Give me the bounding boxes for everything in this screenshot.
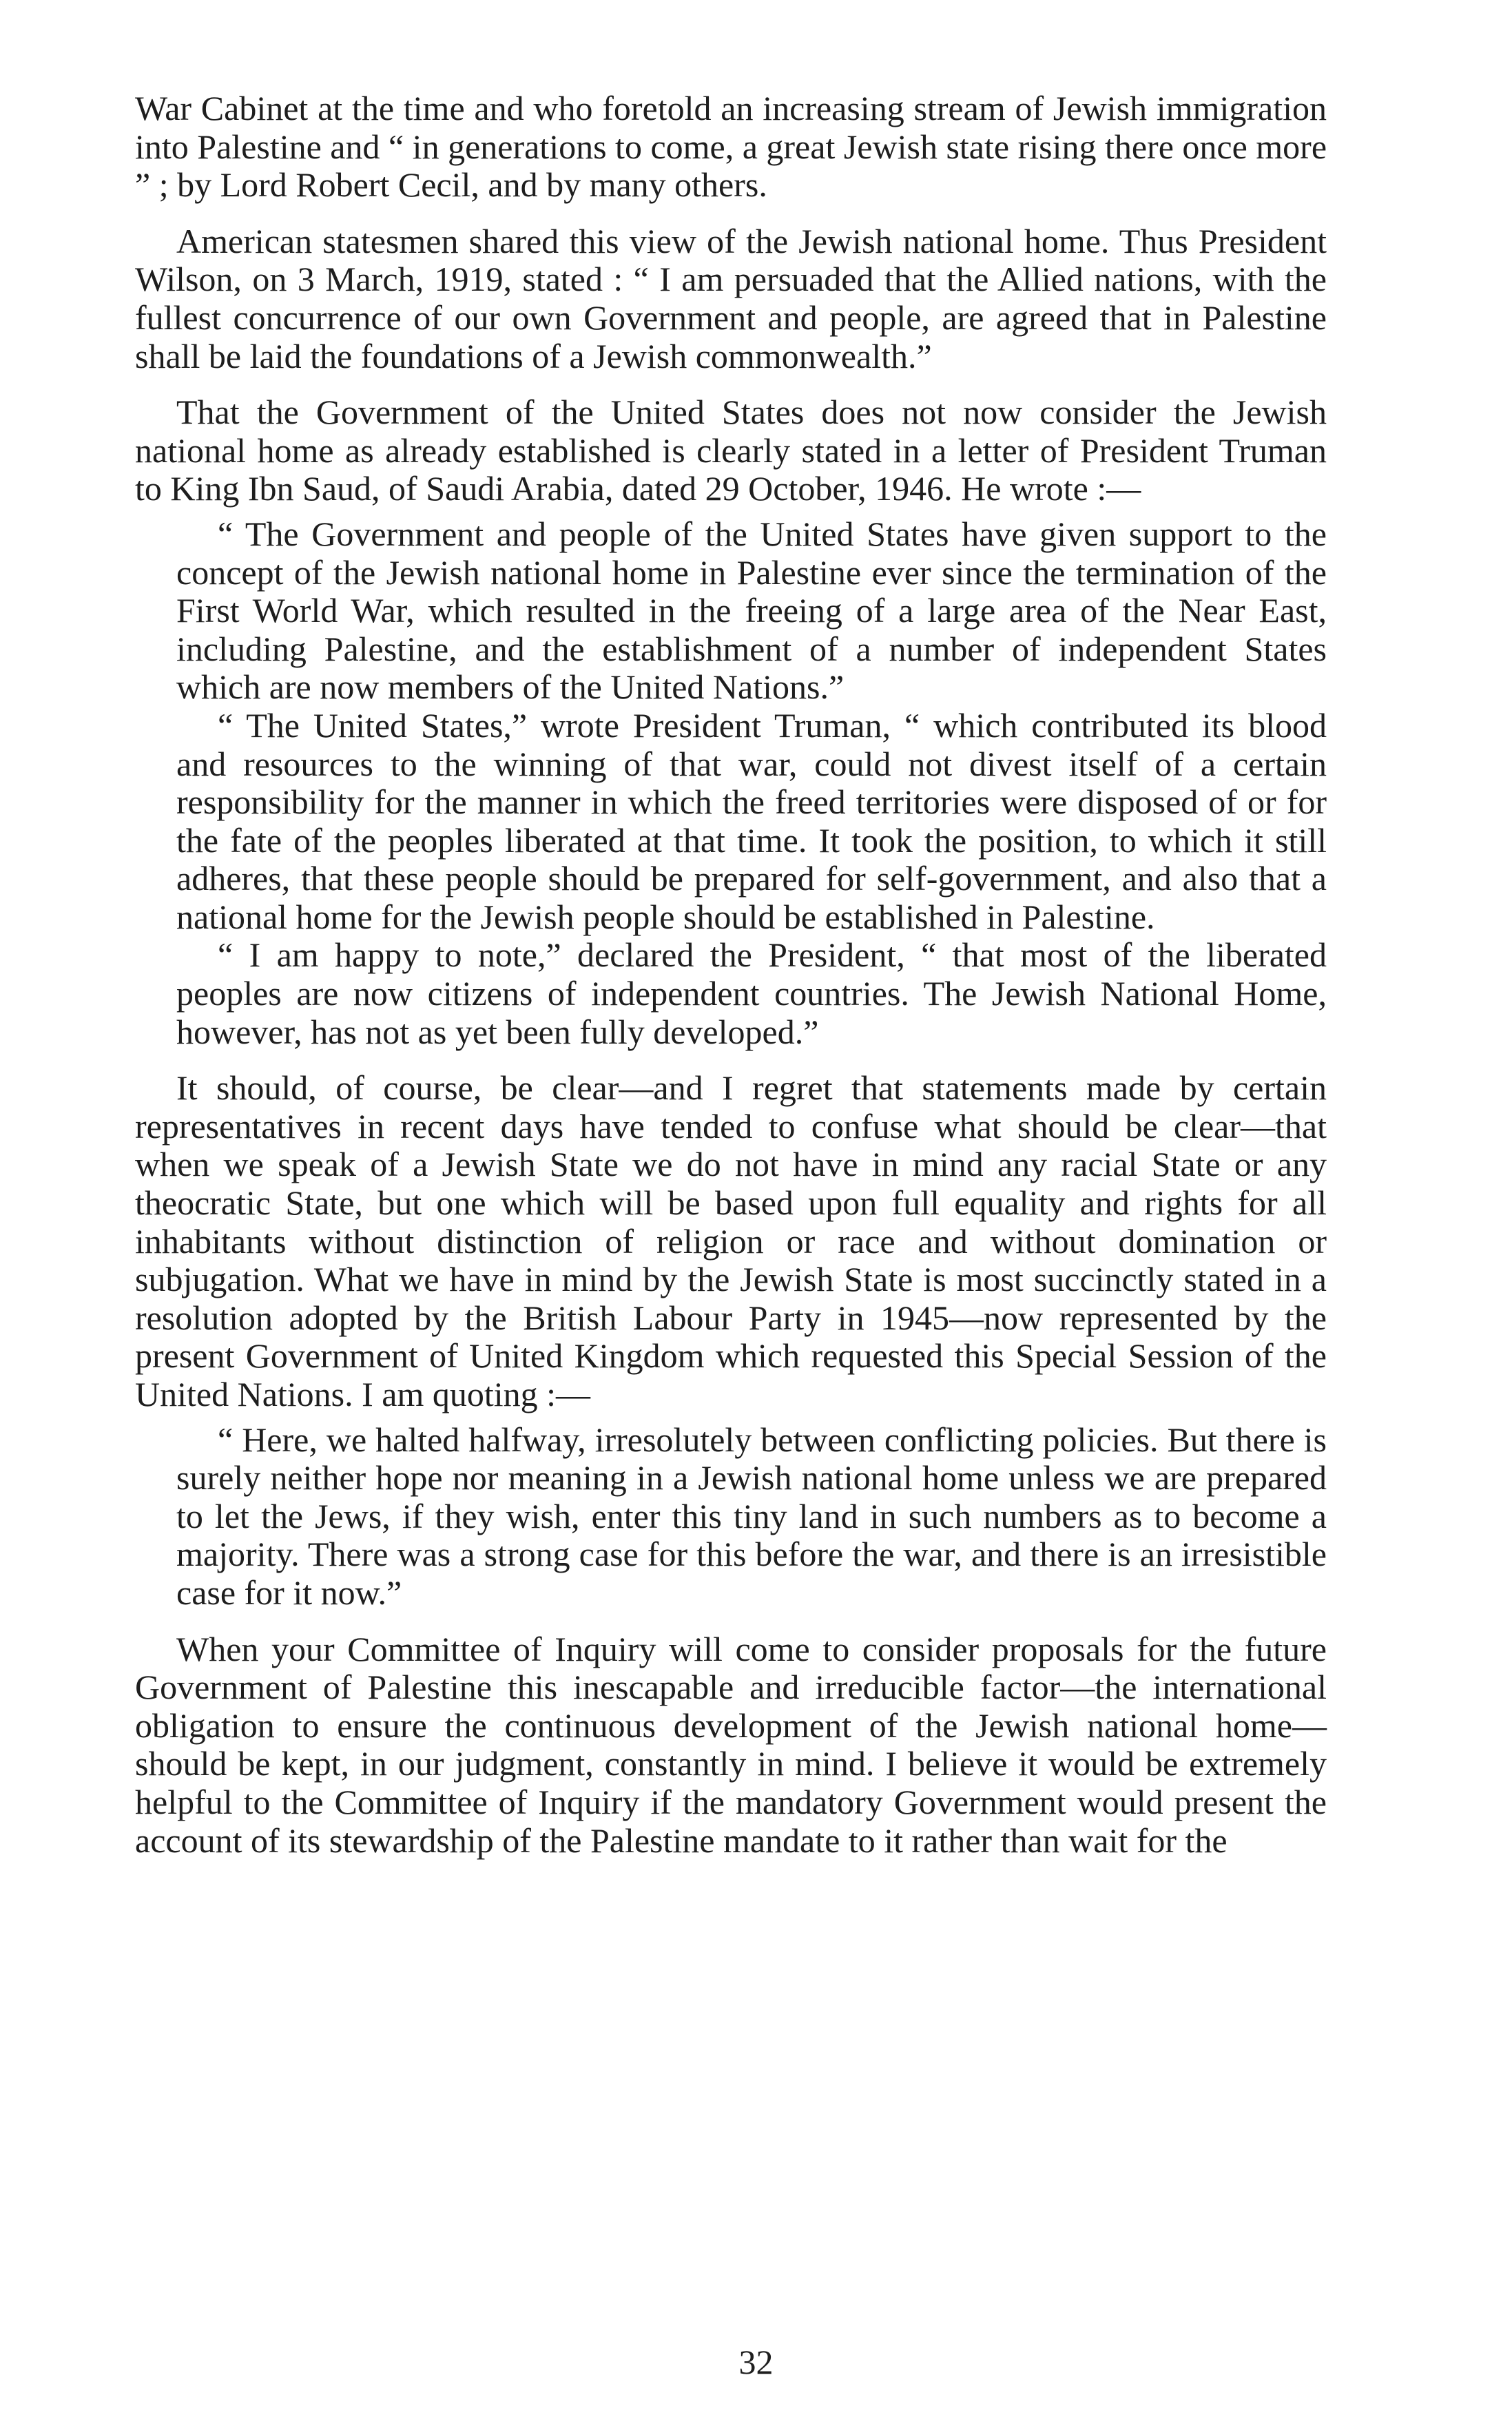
paragraph-american-statesmen: American statesmen shared this view of the Jewish national home. Thus President Wilson, on 3 March, 1919, stated : “ I am persuaded that the Allied nations, with the fullest concurrence of our own Government and people, are agreed that in Palestine shall be laid the foundations of a Jewish commonwealth.”	[135, 221, 1327, 375]
quote-truman-government-support: “ The Government and people of the United States have given support to the concept of the Jewish national home in Palestine ever since the termination of the First World War, which resulted in the freeing of a large area of the Near East, including Palestine, and the establishment of a number of independent States which are now members of the United Nations.”	[176, 514, 1327, 707]
quote-truman-united-states: “ The United States,” wrote President Truman, “ which contributed its blood and resources to the winning of that war, could not divest itself of a certain responsibility for the manner in which the freed territories were disposed of or for the fate of the peoples liberated at that time. It took the position, to which it still adheres, that these people should be prepared for self-government, and also that a national home for the Jewish people should be established in Palestine.	[176, 705, 1327, 936]
paragraph-jewish-state-definition: It should, of course, be clear—and I regret that statements made by certain representatives in recent days have tended to confuse what should be clear—that when we speak of a Jewish State we do not have in mind any racial State or any theocratic State, but one which will be based upon full equality and rights for all inhabitants without distinction of religion or race and without domination or subjugation. What we have in mind by the Jewish State is most succinctly stated in a resolution adopted by the British Labour Party in 1945—now represented by the present Government of United Kingdom which requested this Special Session of the United Nations. I am quoting :—	[135, 1068, 1327, 1413]
paragraph-committee-of-inquiry: When your Committee of Inquiry will come to consider proposals for the future Government of Palestine this inescapable and irreducible factor—the international obligation to ensure the continuous development of the Jewish national home—should be kept, in our judgment, constantly in mind. I believe it would be extremely helpful to the Committee of Inquiry if the mandatory Government would present the account of its stewardship of the Palestine mandate to it rather than wait for the	[135, 1629, 1327, 1860]
document-page	[135, 90, 1327, 1860]
paragraph-war-cabinet-continuation: War Cabinet at the time and who foretold an increasing stream of Jewish immigration into Palestine and “ in generations to come, a great Jewish state rising there once more ” ; by Lord Robert Cecil, and by many others.	[135, 89, 1327, 205]
quote-truman-happy-to-note: “ I am happy to note,” declared the President, “ that most of the liberated peoples are now citizens of independent countries. The Jewish National Home, however, has not as yet been fully developed.”	[176, 935, 1327, 1051]
paragraph-truman-letter-intro: That the Government of the United States does not now consider the Jewish national home as already established is clearly stated in a letter of President Truman to King Ibn Saud, of Saudi Arabia, dated 29 October, 1946. He wrote :—	[135, 393, 1327, 508]
page-number: 32	[738, 2343, 774, 2381]
quote-labour-party-resolution: “ Here, we halted halfway, irresolutely between conflicting policies. But there is surely neither hope nor meaning in a Jewish national home unless we are prepared to let the Jews, if they wish, enter this tiny land in such numbers as to become a majority. There was a strong case for this before the war, and there is an irresistible case for it now.”	[176, 1420, 1327, 1612]
